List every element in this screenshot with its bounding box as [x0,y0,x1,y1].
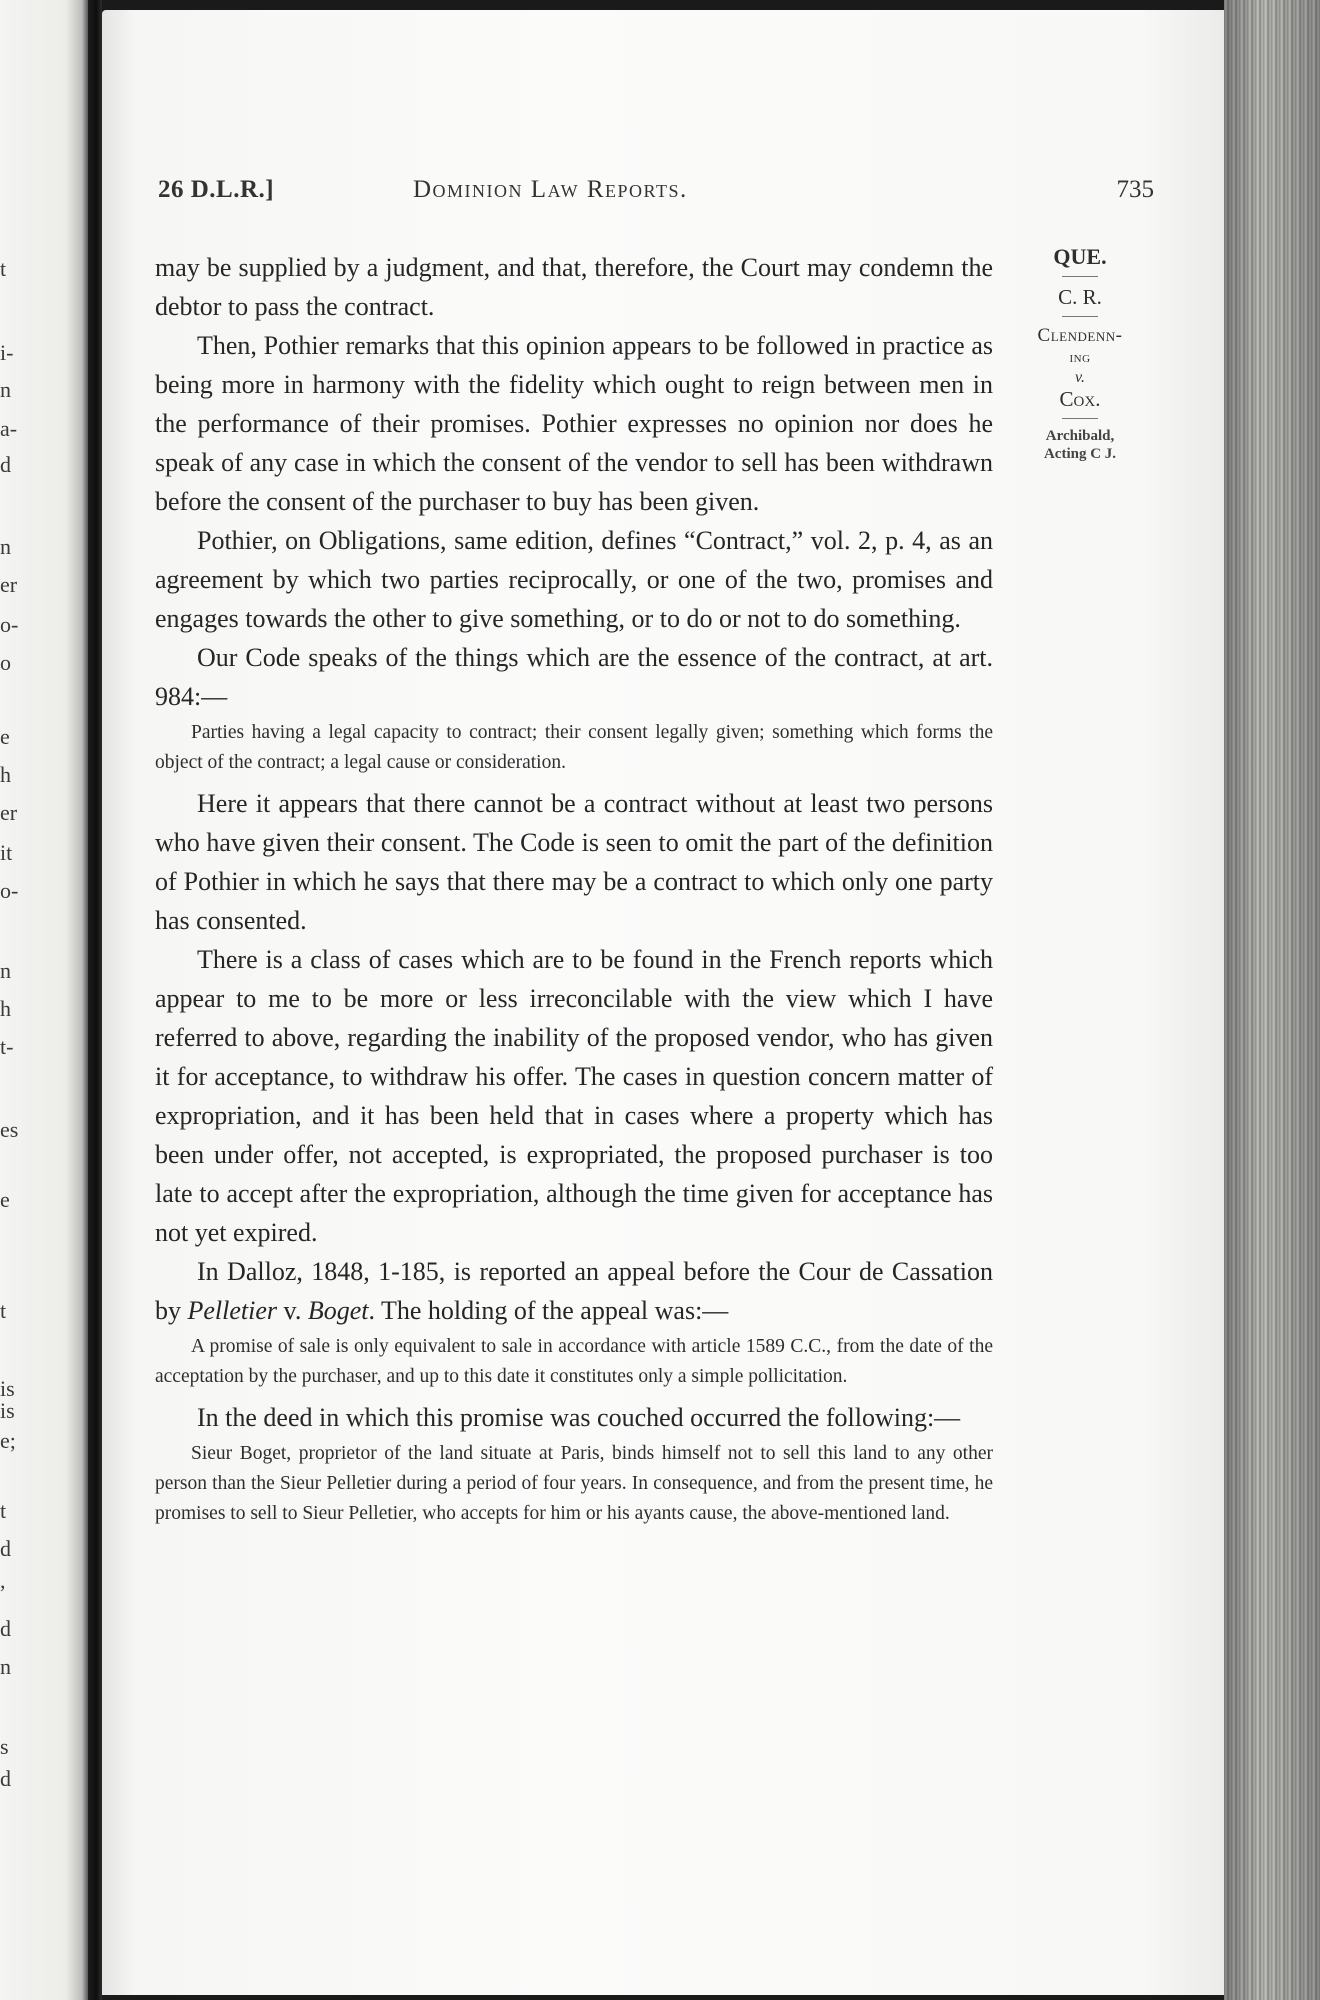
running-head [158,176,1154,212]
facing-page-text-fragment: o [0,650,11,675]
facing-page-text-fragment: t [0,256,7,281]
facing-page-text-fragment: n [0,534,11,559]
paragraph: may be supplied by a judgment, and that, therefore, the Court may condemn the debtor to pass the contract. [155,253,993,321]
facing-page-text-fragment: e; [0,1428,16,1453]
block-quote: Parties having a legal capacity to contract; their consent legally given; something which forms the object of the contract; a legal cause or consideration. [155,722,993,773]
facing-page-text-fragment: i- [0,340,14,365]
versus-text: v. [277,1296,308,1325]
facing-page-text-fragment: n [0,1654,11,1679]
facing-page-text-fragment: er [0,572,18,597]
facing-page-text-fragment: o- [0,878,19,903]
facing-page-edge [0,0,88,2000]
facing-page-text-fragment: , [0,1568,6,1593]
facing-page-text-fragment: t [0,1298,7,1323]
paragraph: There is a class of cases which are to be found in the French reports which appear to me to be more or less irreconcilable with the view which I have referred to above, regarding the inability of the proposed vendor, who has given it for acceptance, to withdraw his offer. The cases in question concern matter of expropriation, and it has been held that in cases where a property which has been under offer, not accepted, is expropriated, the proposed purchaser is too late to accept after the expropriation, although the time given for acceptance has not yet expired. [155,945,993,1247]
facing-page-text-fragment: es [0,1117,19,1142]
paragraph-text: In Dalloz, 1848, 1-185, is reported an appeal before the Cour de Cassation by [155,1257,993,1325]
paragraph: Then, Pothier remarks that this opinion appears to be followed in practice as being more in harmony with the fidelity which ought to reign between men in the performance of their promises. Pothier expresses no opinion nor does he speak of any case in which the consent of the vendor to sell has been withdrawn before the consent of the purchaser to buy has been given. [155,331,993,516]
block-quote: A promise of sale is only equivalent to sale in accordance with article 1589 C.C., from the date of the acceptation by the purchaser, and up to this date it constitutes only a simple pollicitation. [155,1336,993,1387]
divider [1062,316,1098,317]
versus: v. [1075,369,1085,386]
facing-page-text-fragment: er [0,800,18,825]
paragraph [155,1252,993,1330]
divider [1062,418,1098,419]
paragraph: Pothier, on Obligations, same edition, defines “Contract,” vol. 2, p. 4, as an agreement by which two parties reciprocally, or one of the two, promises and engages towards the other to give something, or to do or not to do something. [155,526,993,633]
court-label: QUE. [1053,244,1107,269]
margin-notes [1010,244,1150,463]
party-name-2: Cox. [1059,387,1101,411]
facing-page-text-fragment: d [0,1616,11,1641]
page-edge-stack [1224,0,1320,2000]
facing-page-text-fragment: h [0,996,11,1021]
facing-page-text-fragment: o- [0,612,19,637]
case-party-name: Boget [307,1296,369,1325]
facing-page-text-fragment: e [0,724,10,749]
judge-name: Archibald, [1045,428,1115,444]
block-quote: Sieur Boget, proprietor of the land situate at Paris, binds himself not to sell this land to any other person than the Sieur Pelletier during a period of four years. In consequence, and from the present time, he promises to sell to Sieur Pelletier, who accepts for him or his ayants cause, the above-mentioned land. [155,1443,993,1524]
facing-page-text-fragment: t [0,1498,7,1523]
party-name-1-cont: ing [1069,350,1091,366]
page-number: 735 [1116,176,1154,203]
court-abbreviation: C. R. [1058,285,1102,309]
facing-page-text-fragment: h [0,762,11,787]
facing-page-text-fragment: d [0,1766,11,1791]
divider [1062,276,1098,277]
facing-page-text-fragment: a- [0,416,18,441]
facing-page-text-fragment: e [0,1187,10,1212]
facing-page-text-fragment: it [0,840,13,865]
book-gutter [88,0,102,2000]
facing-page-text-fragment: is [0,1398,15,1423]
facing-page-text-fragment: t- [0,1034,14,1059]
facing-page-text-fragment: d [0,1536,11,1561]
facing-page-text-fragment: d [0,452,11,477]
judge-title: Acting C J. [1043,446,1117,462]
facing-page-text-fragment: n [0,377,11,402]
facing-page-text-fragment: s [0,1734,9,1759]
paragraph-text: . The holding of the appeal was:— [368,1296,729,1325]
volume-reference: 26 D.L.R.] [158,176,275,203]
paragraph: In the deed in which this promise was couched occurred the following:— [197,1403,961,1432]
case-party-name: Pelletier [187,1296,278,1325]
party-name-1: Clendenn- [1037,325,1123,346]
body-text [155,248,993,1535]
facing-page-text-fragment: is [0,1376,15,1401]
paragraph: Here it appears that there cannot be a contract without at least two persons who have given their consent. The Code is seen to omit the part of the definition of Pothier in which he says that there may be a contract to which only one party has consented. [155,789,993,935]
report-title: Dominion Law Reports. [413,176,688,203]
facing-page-text-fragment: n [0,958,11,983]
paragraph: Our Code speaks of the things which are the essence of the contract, at art. 984:— [155,643,993,711]
